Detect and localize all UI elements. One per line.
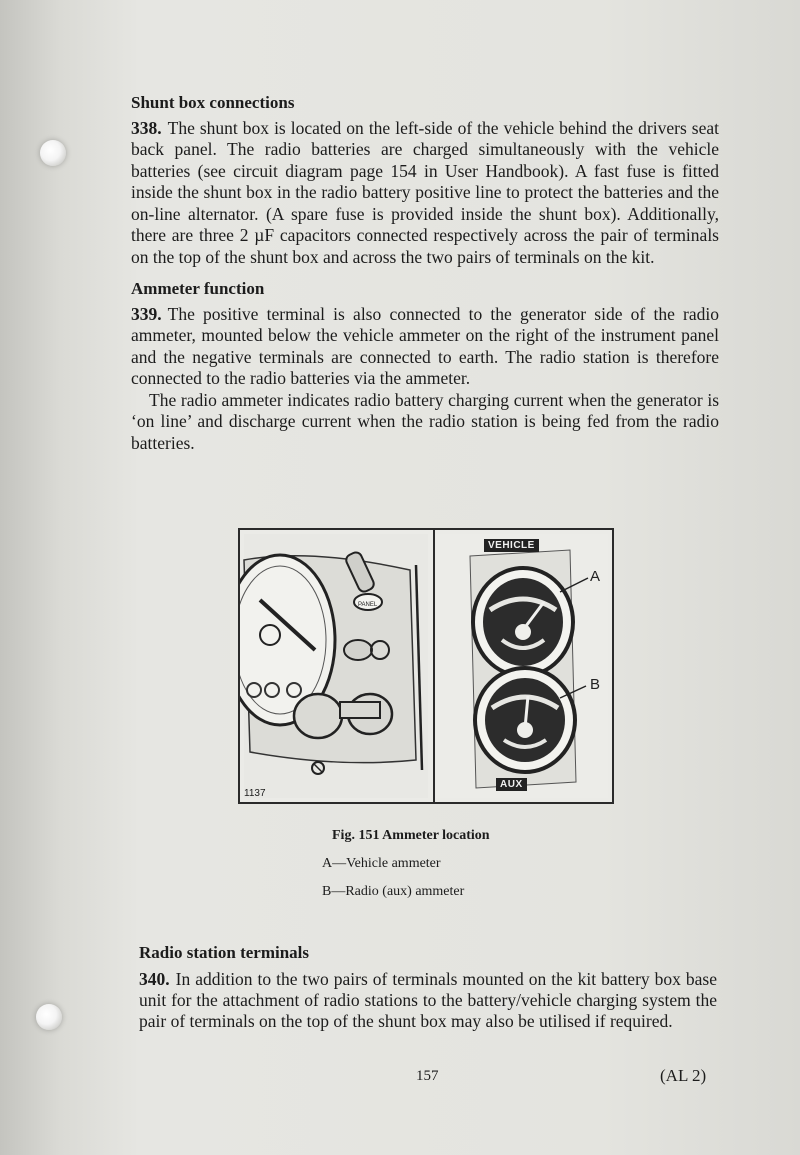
section-338-text: The shunt box is located on the left-side of the vehicle behind the drivers seat back panel. The radio batteries are charged simultaneously with the vehicle batteries (see circuit diagram page 154 in User Handbook). A fast fuse is fitted inside the shunt box in the radio battery positive line to protect the batteries and the on-line alternator. (A spare fuse is provided inside the shunt box). Additionally, there are three 2 µF capacitors connected respectively across the pair of terminals on the top of the shunt box and across the two pairs of terminals on the kit. [131, 117, 719, 267]
label-a: A [590, 568, 601, 585]
section-339-heading: Ammeter function [131, 279, 265, 298]
amendment-label: (AL 2) [660, 1066, 707, 1085]
section-338-paragraph [131, 118, 719, 269]
section-340-heading: Radio station terminals [139, 943, 309, 962]
instrument-panel-illustration [240, 530, 612, 802]
caption-a: A—Vehicle ammeter [322, 856, 441, 871]
section-340-text: In addition to the two pairs of terminals mounted on the kit battery box base unit for the attachment of radio stations to the battery/vehicle charging system the pair of terminals on the top of the shunt box may also be utilised if required. [139, 969, 717, 1031]
ammeter-figure [238, 528, 614, 804]
aux-badge: AUX [496, 778, 527, 791]
section-338-number: 338. [131, 117, 162, 138]
page-number: 157 [416, 1068, 439, 1084]
vehicle-badge: VEHICLE [484, 539, 539, 552]
section-340 [139, 942, 717, 1032]
label-b: B [590, 676, 601, 693]
main-text [131, 92, 719, 454]
section-339-paragraph [131, 304, 719, 390]
figure-ref-number: 1137 [244, 788, 266, 799]
section-340-paragraph [139, 969, 717, 1032]
figure-caption [322, 822, 622, 906]
section-339-number: 339. [131, 303, 162, 324]
caption-b: B—Radio (aux) ammeter [322, 884, 465, 899]
section-339-paragraph-2: The radio ammeter indicates radio battery charging current when the generator is ‘on line’ and discharge current when the radio station is being fed from the radio batteries. [131, 389, 719, 453]
section-338-heading: Shunt box connections [131, 93, 295, 112]
section-339-text: The positive terminal is also connected to the generator side of the radio ammeter, mounted below the vehicle ammeter on the right of the instrument panel and the negative terminals are connected to earth. The radio station is therefore connected to the radio batteries via the ammeter. [131, 303, 719, 388]
binder-hole-bottom [36, 1004, 62, 1030]
figure-divider [433, 530, 435, 802]
section-340-number: 340. [139, 969, 170, 989]
caption-title: Fig. 151 Ammeter location [332, 828, 490, 843]
panel-plate-label: PANEL [358, 602, 378, 608]
binder-hole-top [40, 140, 66, 166]
